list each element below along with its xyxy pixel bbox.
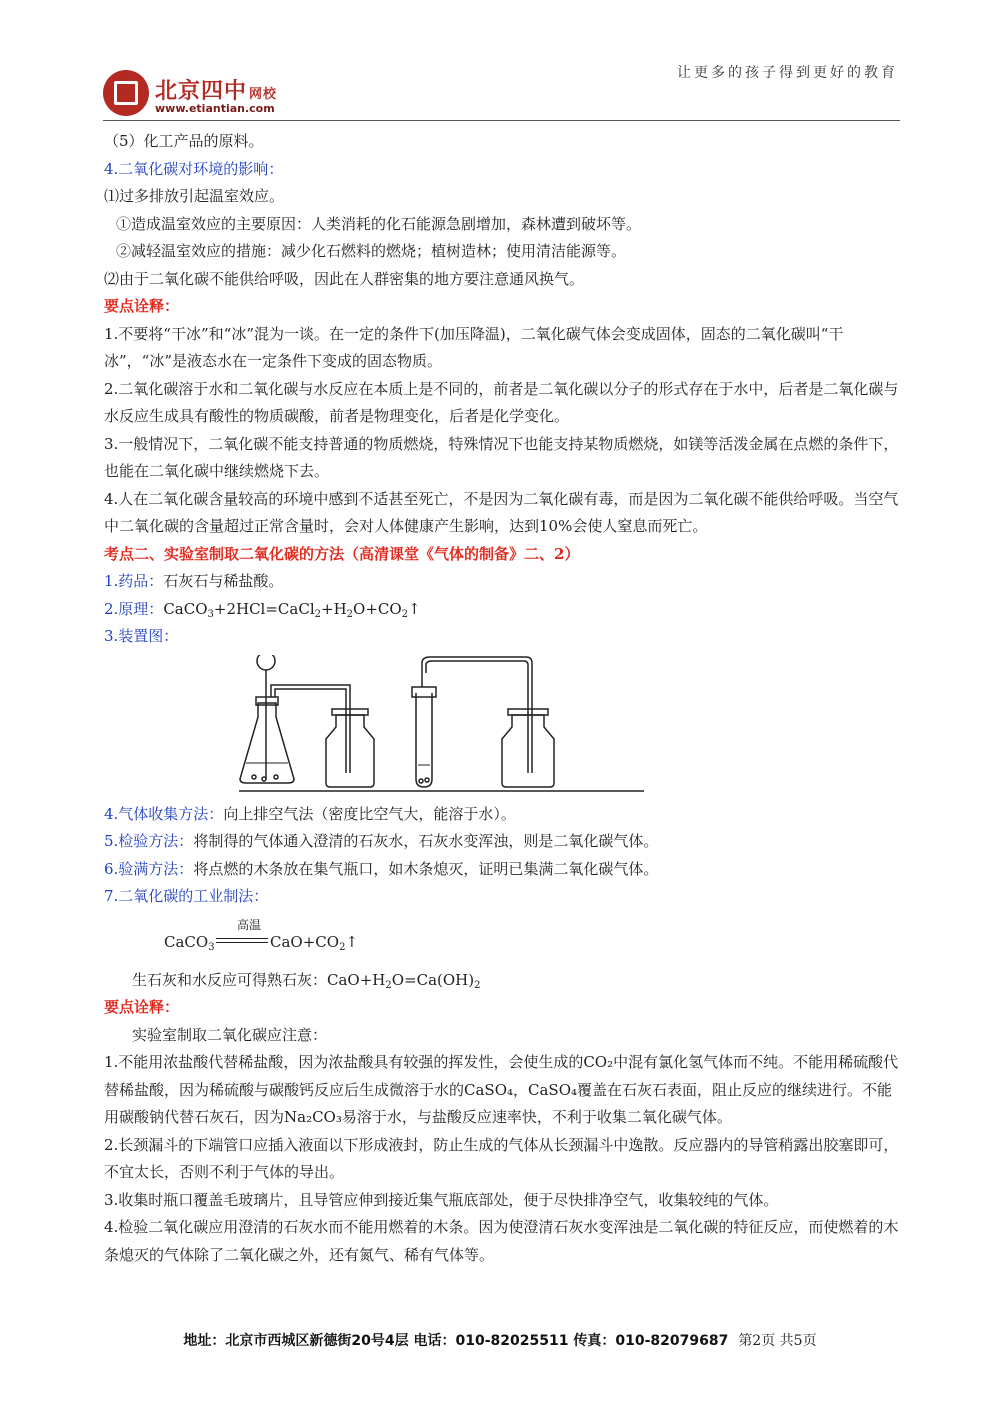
document-body <box>104 128 900 1269</box>
item-label: 4.气体收集方法： <box>104 804 224 823</box>
paragraph: 4.检验二氧化碳应用澄清的石灰水而不能用燃着的木条。因为使澄清石灰水变浑浊是二氧化碳的特征反应，而使燃着的木条熄灭的气体除了二氧化碳之外，还有氮气、稀有气体等。 <box>104 1218 899 1264</box>
page-number: 第2页 共5页 <box>738 1333 817 1349</box>
paragraph: 2.二氧化碳溶于水和二氧化碳与水反应在本质上是不同的，前者是二氧化碳以分子的形式存在于水中，后者是二氧化碳与水反应生成具有酸性的物质碳酸，前者是物理变化，后者是化学变化。 <box>104 379 899 425</box>
text-line: 5.检验方法：将制得的气体通入澄清的石灰水，石灰水变浑浊，则是二氧化碳气体。 <box>104 832 659 850</box>
item-label: 7.二氧化碳的工业制法： <box>104 887 269 905</box>
text-line: 6.验满方法：将点燃的木条放在集气瓶口，如木条熄灭，证明已集满二氧化碳气体。 <box>104 859 659 878</box>
item-label: 1.药品： <box>104 572 164 590</box>
text-line: ②减轻温室效应的措施：减少化石燃料的燃烧；植树造林；使用清洁能源等。 <box>116 242 627 260</box>
school-logo <box>103 70 293 118</box>
paragraph: 1.不要将“干冰”和“冰”混为一谈。在一定的条件下(加压降温)，二氧化碳气体会变成固体，固态的二氧化碳叫“干冰”，“冰”是液态水在一定条件下变成的固态物质。 <box>104 324 844 370</box>
item-label: 3.装置图： <box>104 627 179 645</box>
reaction-condition: 高温 <box>236 917 261 932</box>
text-line: 4.气体收集方法：向上排空气法（密度比空气大，能溶于水）。 <box>104 804 516 823</box>
item-text: 石灰石与稀盐酸。 <box>163 572 284 590</box>
page-header <box>0 0 1000 130</box>
logo-suffix: 网校 <box>249 87 278 102</box>
section-title: 考点二、实验室制取二氧化碳的方法（高清课堂《气体的制备》二、2） <box>104 544 580 563</box>
paragraph: 3.一般情况下，二氧化碳不能支持普通的物质燃烧，特殊情况下也能支持某物质燃烧，如镁等活泼金属在点燃的条件下，也能在二氧化碳中继续燃烧下去。 <box>104 434 899 480</box>
logo-emblem-icon <box>103 70 149 116</box>
key-points-heading: 要点诠释： <box>104 998 180 1016</box>
text-line: 实验室制取二氧化碳应注意： <box>132 1025 328 1044</box>
apparatus-drawing <box>234 655 654 795</box>
page-footer <box>0 1330 1000 1350</box>
item-label: 5.检验方法： <box>104 832 194 850</box>
key-points-heading: 要点诠释： <box>104 297 180 315</box>
logo-url: www.etiantian.com <box>155 102 275 115</box>
reaction-line: 2.原理：$CaCO_3+2HCl=CaCl_2+H_2O+CO_2↑$ <box>104 599 421 620</box>
text-line: （5）化工产品的原料。 <box>104 132 264 150</box>
header-slogan: 让更多的孩子得到更好的教育 <box>677 65 898 81</box>
text-line: ⑴过多排放引起温室效应。 <box>104 187 285 205</box>
text-line: 生石灰和水反应可得熟石灰：$CaO+H_2O=Ca(OH)_2$ <box>132 970 481 991</box>
paragraph: 3.收集时瓶口覆盖毛玻璃片，且导管应伸到接近集气瓶底部处，便于尽快排净空气，收集较纯的气体。 <box>104 1190 779 1209</box>
text-line: ⑵由于二氧化碳不能供给呼吸，因此在人群密集的地方要注意通风换气。 <box>104 269 585 288</box>
text-line: ①造成温室效应的主要原因：人类消耗的化石能源急剧增加，森林遭到破坏等。 <box>116 214 642 233</box>
industrial-equation: CaCO$_3$ 高温 $CaO+CO_2↑$ <box>164 917 359 953</box>
logo-name: 北京四中 <box>155 79 248 104</box>
item-label: 2.原理： <box>104 599 164 618</box>
paragraph: 4.人在二氧化碳含量较高的环境中感到不适甚至死亡，不是因为二氧化碳有毒，而是因为二氧化碳不能供给呼吸。当空气中二氧化碳的含量超过正常含量时，会对人体健康产生影响，达到10%会使人窒息而死亡。 <box>104 489 899 535</box>
section-heading: 4.二氧化碳对环境的影响： <box>104 159 284 178</box>
paragraph: 2.长颈漏斗的下端管口应插入液面以下形成液封，防止生成的气体从长颈漏斗中逸散。反应器内的导管稍露出胶塞即可，不宜太长，否则不利于气体的导出。 <box>104 1135 899 1181</box>
text-line <box>104 883 900 911</box>
paragraph: 1.不能用浓盐酸代替稀盐酸，因为浓盐酸具有较强的挥发性，会使生成的CO₂中混有氯化氢气体而不纯。不能用稀硫酸代替稀盐酸，因为稀硫酸与碳酸钙反应后生成微溶于水的CaSO₄，CaSO₄覆盖在石灰石表面，阻止反应的继续进行。不能用碳酸钠代替石灰石，因为Na₂CO₃易溶于水，与盐酸反应速率快，不利于收集二氧化碳气体。 <box>104 1053 899 1126</box>
footer-address: 地址：北京市西城区新德街20号4层 电话：010-82025511 传真：010-82079687 <box>183 1333 729 1349</box>
apparatus-diagram <box>104 651 900 801</box>
text-line <box>104 568 900 596</box>
header-divider <box>103 120 900 121</box>
item-label: 6.验满方法： <box>104 859 194 878</box>
text-line <box>104 623 900 651</box>
